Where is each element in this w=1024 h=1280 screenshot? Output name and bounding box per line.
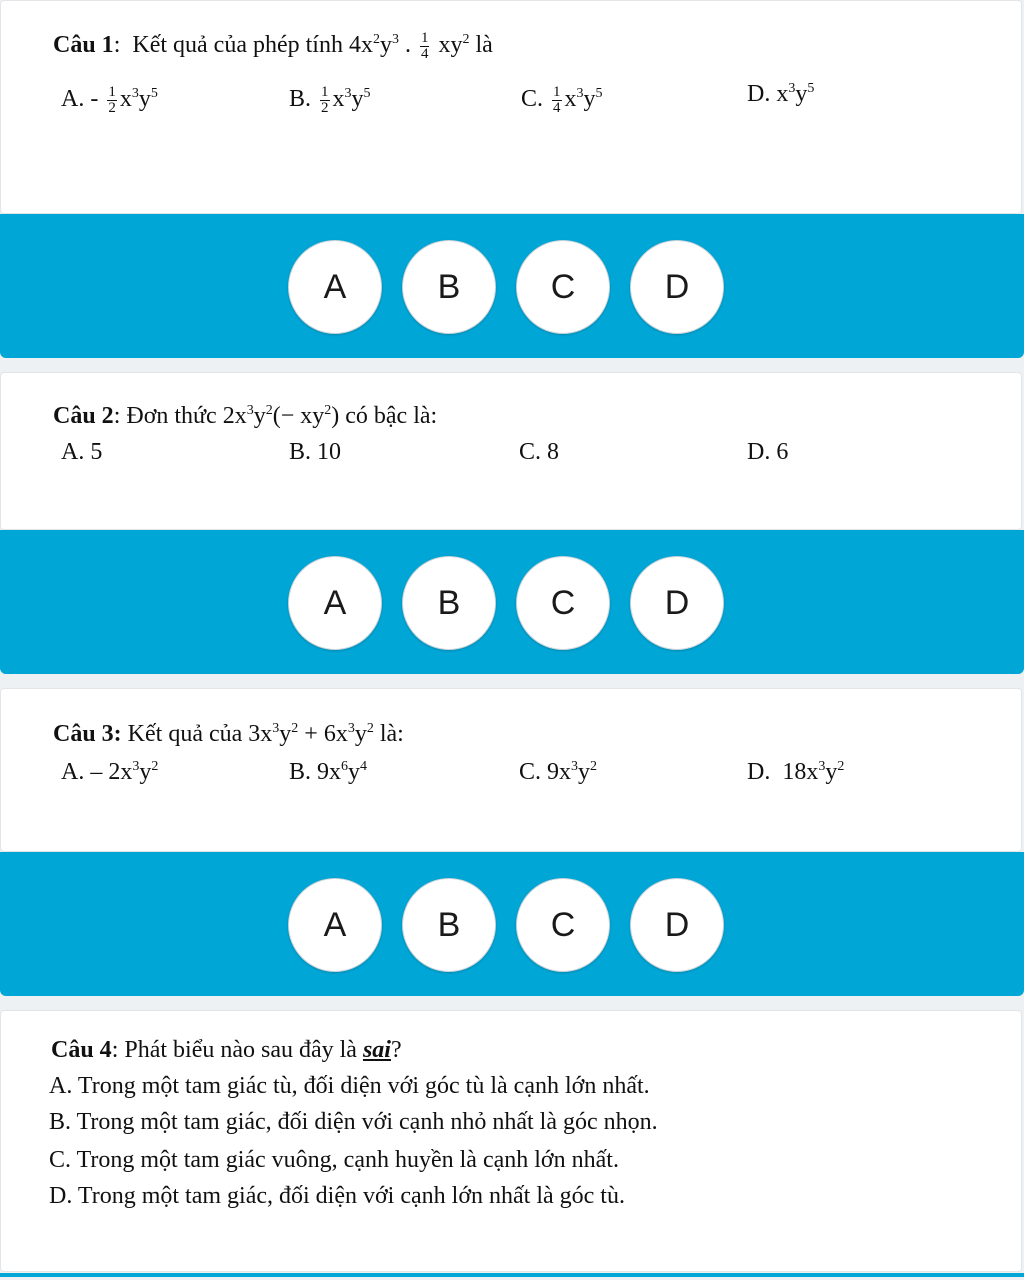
answer-3-choice-c[interactable]: C [516,878,610,972]
question-1-stem: Câu 1: Kết quả của phép tính $4x^2y^3$ . $\frac{1}{4}$ $xy^2$ là [53,30,493,62]
question-1-fraction: $\frac{1}{4}$ [420,30,429,62]
question-card-2 [0,372,1022,530]
question-4-statement-a: A. Trong một tam giác tù, đối diện với góc tù là cạnh lớn nhất. [49,1073,650,1099]
question-2-stem: Câu 2: Đơn thức $2x^3y^2(- xy^2)$ có bậc là: [53,403,438,429]
answer-3-choice-d[interactable]: D [630,878,724,972]
question-3-option-b: B. $9x^6y^4$ [289,759,368,785]
question-3-option-c: C. $9x^3y^2$ [519,759,598,785]
answer-band-2 [0,530,1024,674]
question-4-statement-c: C. Trong một tam giác vuông, cạnh huyền là cạnh lớn nhất. [49,1147,619,1173]
question-4-statement-d: D. Trong một tam giác, đối diện với cạnh lớn nhất là góc tù. [49,1183,625,1209]
question-3-option-d: D. $18x^3y^2$ [747,759,845,785]
question-2-option-a: A. 5 [61,439,103,465]
question-1-option-a: A. - $\frac{1}{2}$ $x^3y^5$ [61,84,158,116]
answer-2-choice-d[interactable]: D [630,556,724,650]
bottom-divider [0,1273,1024,1277]
answer-band-1 [0,214,1024,358]
answer-2-choice-a[interactable]: A [288,556,382,650]
answer-1-choice-b[interactable]: B [402,240,496,334]
question-1-option-c: C. $\frac{1}{4}$ $x^3y^5$ [521,84,603,116]
question-2-option-b: B. 10 [289,439,342,465]
answer-3-choice-a[interactable]: A [288,878,382,972]
question-card-1 [0,0,1022,214]
question-4-label: Câu 4 [51,1037,112,1063]
question-1-option-d: D. $x^3y^5$ [747,81,815,107]
question-1-label: Câu 1 [53,32,114,59]
question-4-statement-b: B. Trong một tam giác, đối diện với cạnh nhỏ nhất là góc nhọn. [49,1109,658,1135]
question-card-4 [0,1010,1022,1272]
question-1-option-b: B. $\frac{1}{2}$ $x^3y^5$ [289,84,371,116]
question-4-emphasis: sai [362,1037,391,1063]
question-2-option-c: C. 8 [519,439,560,465]
answer-2-choice-c[interactable]: C [516,556,610,650]
question-3-option-a: A. – $2x^3y^2$ [61,759,159,785]
question-4-stem: Câu 4: Phát biểu nào sau đây là sai? [51,1037,402,1063]
question-card-3 [0,688,1022,852]
answer-1-choice-a[interactable]: A [288,240,382,334]
answer-1-choice-c[interactable]: C [516,240,610,334]
question-2-label: Câu 2 [53,403,114,429]
question-3-label: Câu 3: [53,721,122,747]
question-2-option-d: D. 6 [747,439,789,465]
answer-2-choice-b[interactable]: B [402,556,496,650]
answer-band-3 [0,852,1024,996]
question-3-stem: Câu 3: Kết quả của $3x^3y^2 + 6x^3y^2$ là: [53,721,404,747]
answer-1-choice-d[interactable]: D [630,240,724,334]
answer-3-choice-b[interactable]: B [402,878,496,972]
